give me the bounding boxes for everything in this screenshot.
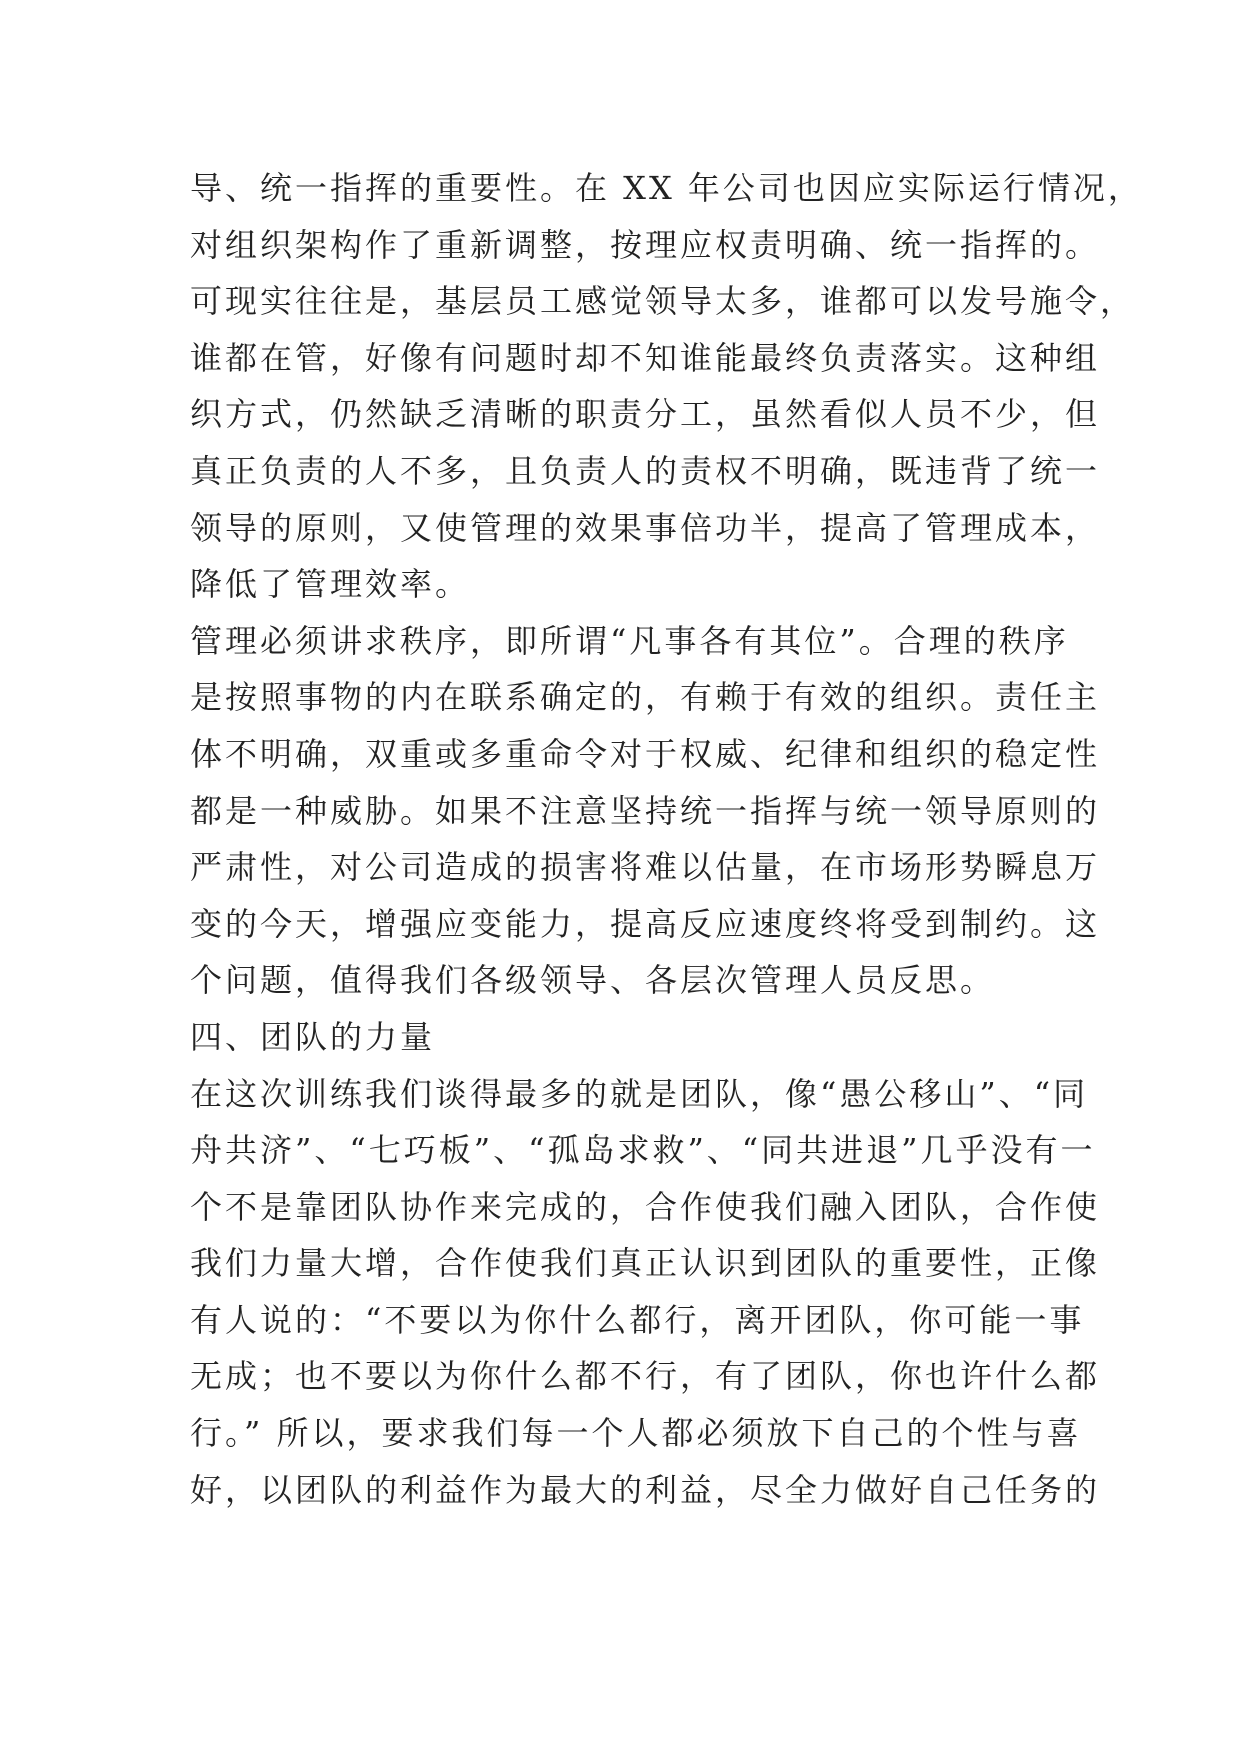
text-line: 真正负责的人不多，且负责人的责权不明确，既违背了统一 [190, 451, 1101, 490]
text-line: 在这次训练我们谈得最多的就是团队，像“愚公移山”、“同 [190, 1074, 1089, 1113]
text-line: 对组织架构作了重新调整，按理应权责明确、统一指挥的。 [190, 225, 1101, 264]
text-line: 领导的原则，又使管理的效果事倍功半，提高了管理成本， [190, 508, 1101, 547]
text-line: 都是一种威胁。如果不注意坚持统一指挥与统一领导原则的 [190, 791, 1101, 830]
text-line: 无成；也不要以为你什么都不行，有了团队，你也许什么都 [190, 1357, 1101, 1396]
body-text [190, 160, 1143, 1518]
section-heading: 四、团队的力量 [190, 1017, 436, 1056]
text-line: 个不是靠团队协作来完成的，合作使我们融入团队，合作使 [190, 1187, 1101, 1226]
text-line: 我们力量大增，合作使我们真正认识到团队的重要性，正像 [190, 1244, 1101, 1283]
text-line: 织方式，仍然缺乏清晰的职责分工，虽然看似人员不少，但 [190, 395, 1101, 434]
text-line: 有人说的：“不要以为你什么都行，离开团队，你可能一事 [190, 1300, 1085, 1339]
text-line: 行。” 所以，要求我们每一个人都必须放下自己的个性与喜 [190, 1414, 1082, 1453]
text-line: 好，以团队的利益作为最大的利益，尽全力做好自己任务的 [190, 1470, 1101, 1509]
text-line: 是按照事物的内在联系确定的，有赖于有效的组织。责任主 [190, 678, 1101, 717]
text-line: 管理必须讲求秩序，即所谓“凡事各有其位”。合理的秩序 [190, 621, 1069, 660]
text-line: 个问题，值得我们各级领导、各层次管理人员反思。 [190, 961, 996, 1000]
text-line: 变的今天，增强应变能力，提高反应速度终将受到制约。这 [190, 904, 1101, 943]
text-line: 体不明确，双重或多重命令对于权威、纪律和组织的稳定性 [190, 734, 1101, 773]
text-line: 谁都在管，好像有问题时却不知谁能最终负责落实。这种组 [190, 338, 1101, 377]
text-line: 降低了管理效率。 [190, 565, 471, 604]
text-line: 导、统一指挥的重要性。在 XX 年公司也因应实际运行情况， [190, 169, 1143, 207]
text-line: 严肃性，对公司造成的损害将难以估量，在市场形势瞬息万 [190, 848, 1101, 887]
text-line: 舟共济”、“七巧板”、“孤岛求救”、“同共进退”几乎没有一 [190, 1131, 1096, 1170]
text-line: 可现实往往是，基层员工感觉领导太多，谁都可以发号施令， [190, 282, 1136, 321]
